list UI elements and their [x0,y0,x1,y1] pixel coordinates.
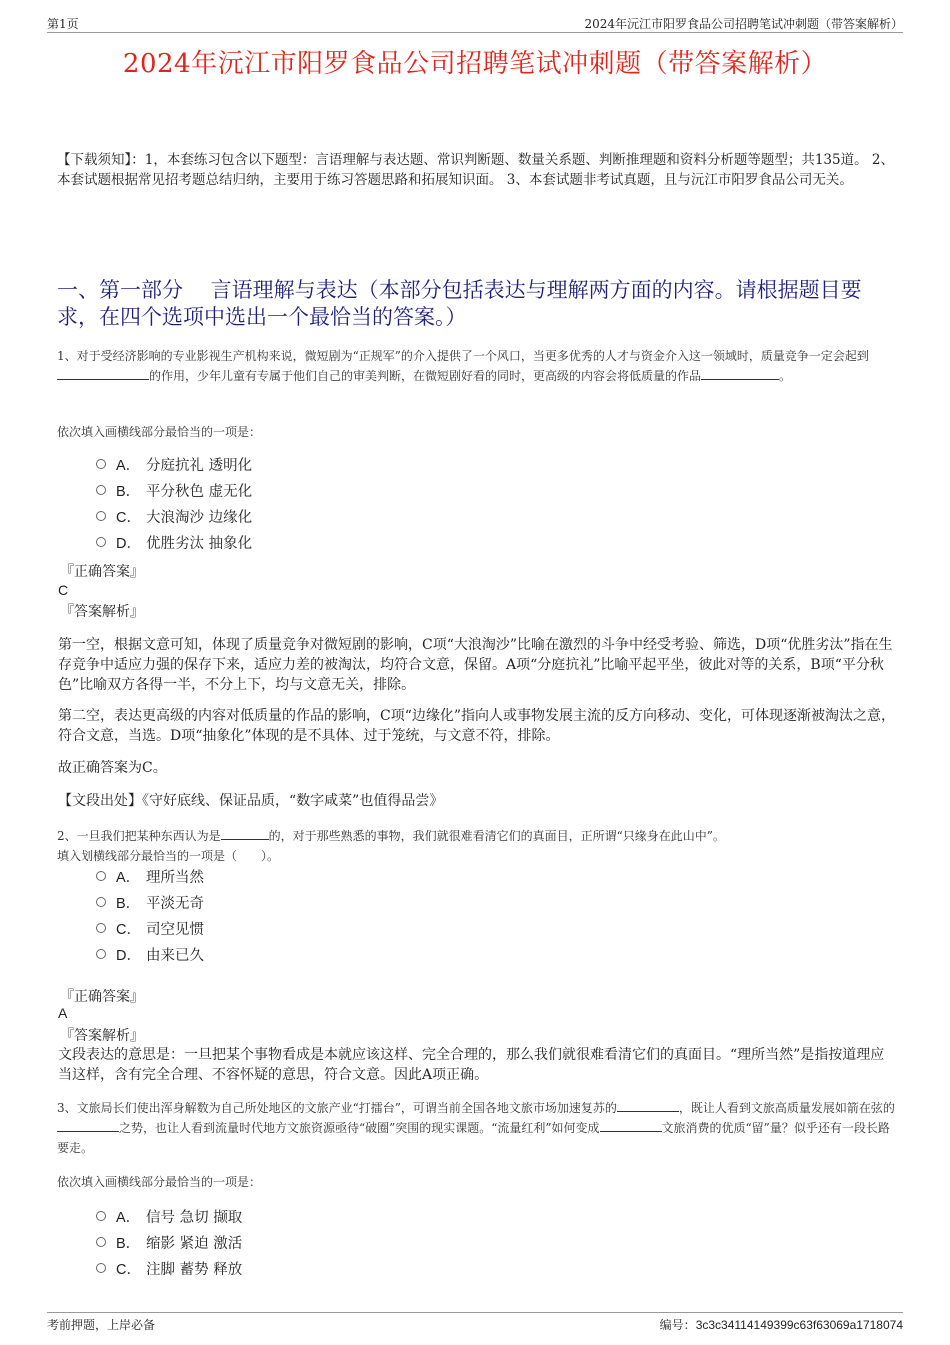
answer-blank [600,1118,662,1132]
radio-icon[interactable] [96,459,106,469]
radio-icon[interactable] [96,485,106,495]
page-title: 2024年沅江市阳罗食品公司招聘笔试冲刺题（带答案解析） [122,49,828,79]
correct-answer-label: 『正确答案』 [60,989,144,1005]
radio-icon[interactable] [96,949,106,959]
footer-slogan: 考前押题，上岸必备 [47,1318,156,1332]
radio-icon[interactable] [96,1237,106,1247]
page-footer [47,1312,903,1332]
question-3-prompt: 依次填入画横线部分最恰当的一项是： [57,1175,262,1189]
footer-serial: 编号：3c3c34114149399c63f63069a1718074 [659,1318,903,1332]
question-1-stem: 1、对于受经济影响的专业影视生产机构来说，微短剧为“正规军”的介入提供了一个风口，当更多优秀的人才与资金介入这一领域时，质量竞争一定会起到的作用，少年儿童有专属于他们自己的审美判断，在微短剧好看的同时，更高级的内容会将低质量的作品 。 [57,349,869,383]
header-doc-title: 2024年沅江市阳罗食品公司招聘笔试冲刺题（带答案解析） [584,17,903,31]
option-a[interactable]: A． 分庭抗礼 透明化 [96,456,252,476]
analysis-paragraph: 文段表达的意思是：一旦把某个事物看成是本就应该这样、完全合理的，那么我们就很难看清它们的真面目。“理所当然”是指按道理应当这样，含有完全合理、不容怀疑的意思，符合文意。因此A项正确。 [58,1047,885,1083]
text-source: 【文段出处】《守好底线、保证品质，“数字咸菜”也值得品尝》 [58,793,444,809]
answer-blank [57,1118,119,1132]
answer-blank [57,366,149,380]
radio-icon[interactable] [96,1263,106,1273]
question-3-stem: 3、文旅局长们使出浑身解数为自己所处地区的文旅产业“打擂台”，可谓当前全国各地文旅市场加速复苏的 ，既让人看到文旅高质量发展如箭在弦的之势，也让人看到流量时代地方文旅资源亟待“破圈”突围的现实课题。“流量红利”如何变成 文旅消费的优质“留”量？似乎还有一段长路要走。 [57,1098,897,1158]
correct-answer: A [58,1005,68,1021]
question-2-prompt: 填入划横线部分最恰当的一项是（ ）。 [57,849,280,863]
answer-blank [701,366,779,380]
option-c[interactable]: C． 注脚 蓄势 释放 [96,1260,242,1280]
option-c[interactable]: C． 司空见惯 [96,920,204,940]
option-b[interactable]: B． 缩影 紧迫 激活 [96,1234,242,1254]
analysis-conclusion: 故正确答案为C。 [58,760,167,776]
question-2-stem: 2、一旦我们把某种东西认为是 的，对于那些熟悉的事物，我们就很难看清它们的真面目，正所谓“只缘身在此山中”。 [57,826,897,846]
option-d[interactable]: D． 由来已久 [96,946,204,966]
radio-icon[interactable] [96,537,106,547]
analysis-paragraph: 第一空，根据文意可知，体现了质量竞争对微短剧的影响，C项“大浪淘沙”比喻在激烈的斗争中经受考验、筛选，D项“优胜劣汰”指在生存竞争中适应力强的保存下来，适应力差的被淘汰，均符合文意，保留。A项“分庭抗礼”比喻平起平坐，彼此对等的关系，B项“平分秋色”比喻双方各得一半，不分上下，均与文意无关，排除。 [58,637,893,693]
option-b[interactable]: B． 平分秋色 虚无化 [96,482,252,502]
radio-icon[interactable] [96,511,106,521]
correct-answer: C [58,582,69,598]
analysis-paragraph: 第二空，表达更高级的内容对低质量的作品的影响，C项“边缘化”指向人或事物发展主流的反方向移动、变化，可体现逐渐被淘汰之意，符合文意，当选。D项“抽象化”体现的是不具体、过于笼统，与文意不符，排除。 [58,708,896,744]
option-b[interactable]: B． 平淡无奇 [96,894,204,914]
page-number: 第1页 [47,17,79,31]
radio-icon[interactable] [96,871,106,881]
option-c[interactable]: C． 大浪淘沙 边缘化 [96,508,252,528]
radio-icon[interactable] [96,897,106,907]
radio-icon[interactable] [96,1211,106,1221]
download-notice: 【下载须知】：1，本套练习包含以下题型：言语理解与表达题、常识判断题、数量关系题、判断推理题和资料分析题等题型；共135道。 2、本套试题根据常见招考题总结归纳，主要用于练习答题思路和拓展知识面。 3、本套试题非考试真题，且与沅江市阳罗食品公司无关。 [57,152,894,188]
page-header [47,14,903,33]
answer-blank [617,1098,679,1112]
section-heading: 一、第一部分 言语理解与表达（本部分包括表达与理解两方面的内容。请根据题目要求，在四个选项中选出一个最恰当的答案。） [57,278,862,329]
answer-blank [221,826,269,840]
radio-icon[interactable] [96,923,106,933]
question-1-prompt: 依次填入画横线部分最恰当的一项是： [57,425,262,439]
correct-answer-label: 『正确答案』 [60,564,144,580]
option-d[interactable]: D． 优胜劣汰 抽象化 [96,534,252,554]
option-a[interactable]: A． 理所当然 [96,868,204,888]
analysis-label: 『答案解析』 [60,1028,144,1044]
analysis-label: 『答案解析』 [60,604,144,620]
option-a[interactable]: A． 信号 急切 撷取 [96,1208,242,1228]
